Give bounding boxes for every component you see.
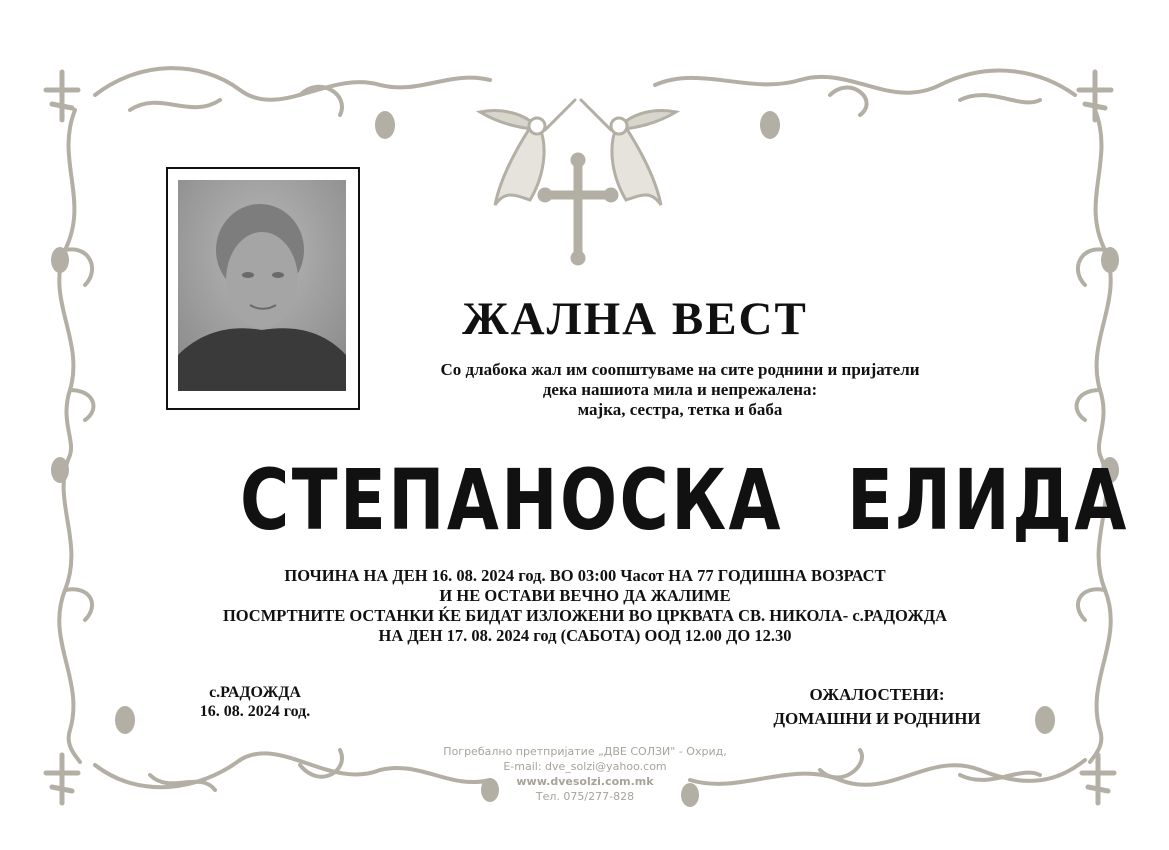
vine-left-lower	[59, 455, 80, 762]
portrait-photo	[178, 180, 346, 391]
deceased-surname: СТЕПАНОСКА	[240, 451, 783, 549]
details-line: НА ДЕН 17. 08. 2024 год (САБОТА) ООД 12.00 ДО 12.30	[378, 626, 792, 645]
intro-line: мајка, сестра, тетка и баба	[577, 400, 783, 419]
mourners-list: ДОМАШНИ И РОДНИНИ	[773, 709, 981, 728]
scroll-top-right	[655, 71, 1075, 95]
funeral-home-email: E-mail: dve_solzi@yahoo.com	[503, 760, 667, 773]
scroll-top-left	[95, 68, 490, 100]
place-and-date	[180, 683, 330, 721]
details-line: ПОЧИНА НА ДЕН 16. 08. 2024 год. ВО 03:00 Часот НА 77 ГОДИШНА ВОЗРАСТ	[284, 566, 886, 585]
deceased-name	[240, 450, 1129, 550]
vine-right-upper	[1095, 110, 1111, 455]
notice-title: ЖАЛНА ВЕСТ	[462, 293, 808, 345]
orthodox-cross-icon	[1079, 72, 1111, 120]
funeral-home-info	[400, 744, 770, 804]
funeral-details	[160, 566, 1010, 646]
funeral-home-website: www.dvesolzi.com.mk	[516, 775, 654, 788]
place: с.РАДОЖДА	[209, 684, 301, 701]
orthodox-cross-icon	[1082, 755, 1114, 803]
deceased-first-name: ЕЛИДА	[846, 451, 1129, 549]
vine-left-upper	[59, 110, 75, 455]
mourners-label: ОЖАЛОСТЕНИ:	[809, 685, 945, 704]
mourners-block	[752, 683, 1002, 731]
angels-with-cross-icon	[480, 100, 676, 264]
details-line: ПОСМРТНИТЕ ОСТАНКИ ЌЕ БИДАТ ИЗЛОЖЕНИ ВО ЦРКВАТА СВ. НИКОЛА- с.РАДОЖДА	[222, 606, 948, 625]
portrait-frame	[166, 167, 360, 410]
intro-text	[370, 360, 990, 420]
funeral-home-name: Погребално претпријатие „ДВЕ СОЛЗИ" - Охрид,	[443, 745, 727, 758]
orthodox-cross-icon	[46, 755, 78, 803]
date: 16. 08. 2024 год.	[199, 703, 311, 720]
funeral-home-phone: Тел. 075/277-828	[535, 790, 635, 803]
intro-line: дека нашиота мила и непрежалена:	[542, 380, 818, 399]
details-line: И НЕ ОСТАВИ ВЕЧНО ДА ЖАЛИМЕ	[439, 586, 731, 605]
intro-line: Со длабока жал им соопштуваме на сите роднини и пријатели	[440, 360, 920, 379]
